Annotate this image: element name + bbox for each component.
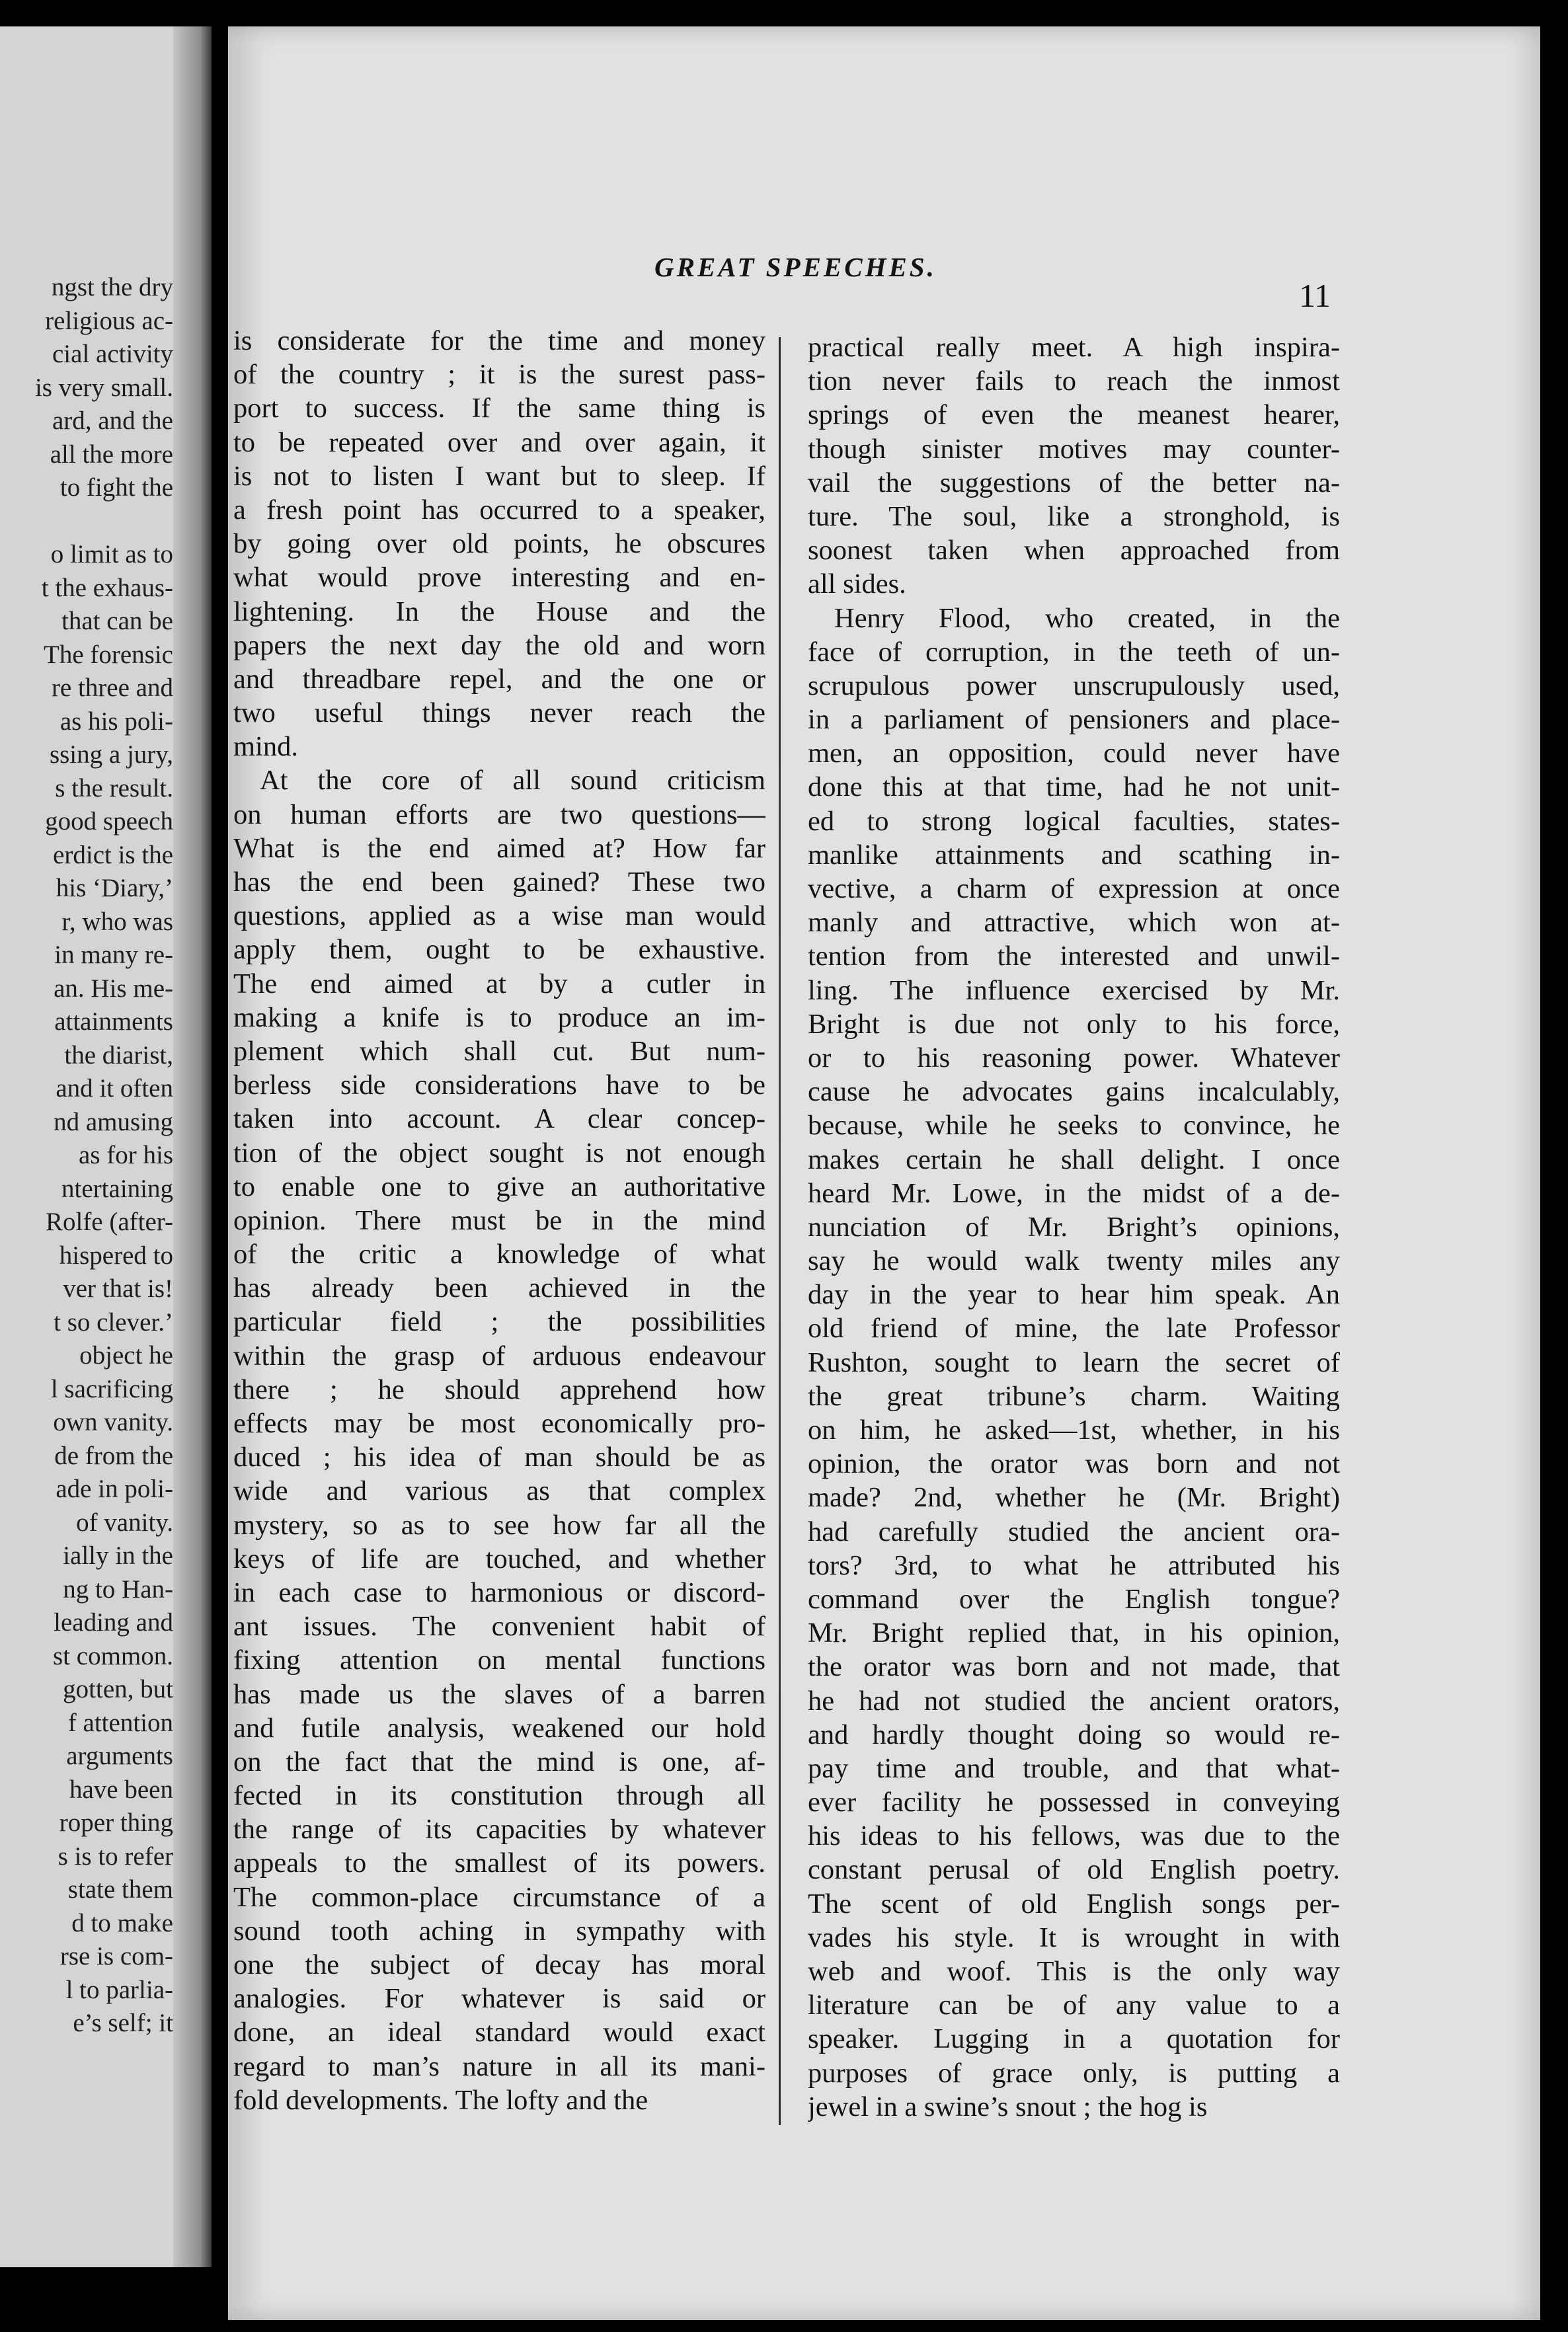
text-line: made? 2nd, whether he (Mr. Bright) — [808, 1482, 1340, 1514]
text-line: taken into account. A clear concep- — [233, 1103, 765, 1135]
text-line: an. His me- — [54, 974, 173, 1003]
text-line: papers the next day the old and worn — [233, 629, 765, 661]
text-line: or to his reasoning power. Whatever — [808, 1042, 1340, 1073]
text-line: on the fact that the mind is one, af- — [233, 1746, 765, 1777]
text-line: berless side considerations have to be — [233, 1069, 765, 1101]
text-line: st common. — [53, 1641, 173, 1670]
text-line: making a knife is to produce an im- — [233, 1001, 765, 1033]
text-line: tion of the object sought is not enough — [233, 1137, 765, 1169]
text-line: nd amusing — [54, 1107, 173, 1136]
text-line: own vanity. — [53, 1408, 173, 1436]
text-line: appeals to the smallest of its powers. — [233, 1847, 765, 1879]
text-line: have been — [69, 1775, 173, 1804]
text-line: as his poli- — [59, 707, 173, 736]
text-line: r, who was — [61, 907, 173, 936]
text-column-left — [233, 324, 765, 2117]
text-column-right — [808, 330, 1340, 2124]
text-line: though sinister motives may counter- — [808, 433, 1340, 465]
column-divider — [779, 337, 781, 2125]
text-line: regard to man’s nature in all its mani- — [233, 2050, 765, 2082]
text-line: analogies. For whatever is said or — [233, 1983, 765, 2015]
text-line: the orator was born and not made, that — [808, 1651, 1340, 1683]
text-line: and futile analysis, weakened our hold — [233, 1712, 765, 1744]
text-line: done, an ideal standard would exact — [233, 2017, 765, 2048]
text-line: constant perusal of old English poetry. — [808, 1854, 1340, 1886]
text-line: s is to refer — [58, 1842, 173, 1871]
text-line: purposes of grace only, is putting a — [808, 2057, 1340, 2089]
text-line: Bright is due not only to his force, — [808, 1008, 1340, 1040]
text-line: fixing attention on mental functions — [233, 1645, 765, 1676]
text-line: his ideas to his fellows, was due to the — [808, 1820, 1340, 1852]
text-line: and it often — [56, 1074, 173, 1103]
text-line: manly and attractive, which won at- — [808, 907, 1340, 939]
text-line: leading and — [54, 1608, 173, 1637]
text-line: mind. — [233, 731, 298, 763]
text-line: ng to Han- — [63, 1574, 173, 1604]
text-line: done this at that time, had he not unit- — [808, 771, 1340, 803]
text-line: say he would walk twenty miles any — [808, 1245, 1340, 1277]
text-line: ially in the — [63, 1541, 173, 1570]
text-line: within the grasp of arduous endeavour — [233, 1340, 765, 1372]
text-line: Rolfe (after- — [45, 1208, 173, 1236]
text-line: ngst the dry — [51, 273, 173, 301]
text-line: lightening. In the House and the — [233, 596, 765, 627]
text-line: in each case to harmonious or discord- — [233, 1576, 765, 1608]
text-line: erdict is the — [53, 840, 173, 869]
text-line: fold developments. The lofty and the — [233, 2084, 648, 2116]
text-line: he had not studied the ancient orators, — [808, 1685, 1340, 1717]
text-line: attainments — [54, 1007, 173, 1036]
text-line: has already been achieved in the — [233, 1272, 765, 1304]
text-line: roper thing — [59, 1808, 173, 1837]
text-line: arguments — [66, 1742, 173, 1770]
text-line: ever facility he possessed in conveying — [808, 1787, 1340, 1818]
text-line: l to parlia- — [65, 1975, 173, 2004]
text-line: his ‘Diary,’ — [56, 874, 173, 902]
text-line: of the country ; it is the surest pass- — [233, 359, 765, 391]
text-line: springs of even the meanest hearer, — [808, 399, 1340, 431]
text-line: jewel in a swine’s snout ; the hog is — [808, 2091, 1208, 2122]
text-line: What is the end aimed at? How far — [233, 832, 765, 864]
text-line: gotten, but — [63, 1675, 173, 1703]
text-line: there ; he should apprehend how — [233, 1374, 765, 1405]
text-line: d to make — [71, 1908, 173, 1937]
text-line: had carefully studied the ancient ora- — [808, 1516, 1340, 1547]
text-line: apply them, ought to be exhaustive. — [233, 934, 765, 966]
text-line: vective, a charm of expression at once — [808, 873, 1340, 904]
text-line: speaker. Lugging in a quotation for — [808, 2023, 1340, 2055]
text-line: mystery, so as to see how far all the — [233, 1509, 765, 1541]
text-line: wide and various as that complex — [233, 1475, 765, 1507]
text-line: plement which shall cut. But num- — [233, 1035, 765, 1067]
text-line: on him, he asked—1st, whether, in his — [808, 1415, 1340, 1446]
text-line: to fight the — [59, 473, 173, 502]
text-line: t so clever.’ — [54, 1307, 173, 1337]
text-line: sound tooth aching in sympathy with — [233, 1915, 765, 1947]
text-line: two useful things never reach the — [233, 697, 765, 729]
text-line: as for his — [79, 1141, 173, 1169]
text-line: good speech — [45, 807, 173, 836]
text-line: ssing a jury, — [49, 740, 173, 769]
text-line: has the end been gained? These two — [233, 867, 765, 898]
text-line: manlike attainments and scathing in- — [808, 839, 1340, 871]
text-line: The forensic — [44, 640, 173, 669]
text-line: keys of life are touched, and whether — [233, 1543, 765, 1574]
text-line: the range of its capacities by whatever — [233, 1814, 765, 1846]
text-line: to be repeated over and over again, it — [233, 426, 765, 458]
text-line: The common-place circumstance of a — [233, 1881, 765, 1913]
text-line: particular field ; the possibilities — [233, 1306, 765, 1338]
text-line: practical really meet. A high inspira- — [808, 332, 1340, 363]
text-line: opinion, the orator was born and not — [808, 1448, 1340, 1480]
text-line: makes certain he shall delight. I once — [808, 1144, 1340, 1175]
text-line: men, an opposition, could never have — [808, 738, 1340, 769]
text-line: face of corruption, in the teeth of un- — [808, 636, 1340, 668]
text-line: ade in poli- — [56, 1475, 173, 1503]
text-line: command over the English tongue? — [808, 1583, 1340, 1615]
text-line: ling. The influence exercised by Mr. — [808, 974, 1340, 1006]
text-line: e’s self; it — [73, 2009, 173, 2037]
text-line: Mr. Bright replied that, in his opinion, — [808, 1617, 1340, 1649]
text-line: in a parliament of pensioners and place- — [808, 704, 1340, 736]
text-line: because, while he seeks to convince, he — [808, 1110, 1340, 1142]
text-line: in many re- — [54, 941, 173, 969]
text-line: soonest taken when approached from — [808, 535, 1340, 566]
page-edge-shadow — [173, 26, 212, 2267]
text-line: what would prove interesting and en- — [233, 562, 765, 594]
text-line: a fresh point has occurred to a speaker, — [233, 494, 765, 525]
text-line: the great tribune’s charm. Waiting — [808, 1380, 1340, 1412]
text-line: all sides. — [808, 568, 906, 600]
text-line: t the exhaus- — [41, 573, 173, 602]
text-line: to enable one to give an authoritative — [233, 1171, 765, 1202]
running-title: GREAT SPEECHES. — [654, 252, 937, 282]
text-line: vail the suggestions of the better na- — [808, 467, 1340, 498]
previous-page-text — [0, 271, 173, 2040]
text-line: is not to listen I want but to sleep. If — [233, 460, 765, 492]
previous-page-fragment — [0, 26, 212, 2267]
text-line: web and woof. This is the only way — [808, 1956, 1340, 1987]
text-line: questions, applied as a wise man would — [233, 900, 765, 932]
text-line: ver that is! — [63, 1274, 173, 1303]
text-line: port to success. If the same thing is — [233, 393, 765, 424]
text-line: effects may be most economically pro- — [233, 1408, 765, 1439]
text-line: ant issues. The convenient habit of — [233, 1611, 765, 1643]
text-line: one the subject of decay has moral — [233, 1949, 765, 1980]
text-line: opinion. There must be in the mind — [233, 1204, 765, 1236]
text-line: ed to strong logical faculties, states- — [808, 805, 1340, 837]
text-line: cause he advocates gains incalculably, — [808, 1076, 1340, 1108]
text-line: The scent of old English songs per- — [808, 1888, 1340, 1920]
text-line: state them — [67, 1875, 173, 1904]
text-line: duced ; his idea of man should be as — [233, 1442, 765, 1473]
text-line: tors? 3rd, to what he attributed his — [808, 1549, 1340, 1581]
text-line: all the more — [50, 440, 173, 469]
text-line: religious ac- — [45, 306, 173, 335]
text-line: and threadbare repel, and the one or — [233, 663, 765, 695]
text-line: f attention — [67, 1708, 173, 1737]
text-line: vades his style. It is wrought in with — [808, 1922, 1340, 1953]
text-line: rse is com- — [59, 1942, 173, 1970]
text-line: hispered to — [59, 1241, 173, 1270]
text-line: pay time and trouble, and that what- — [808, 1752, 1340, 1784]
text-line: literature can be of any value to a — [808, 1990, 1340, 2021]
text-line: of vanity. — [76, 1508, 173, 1537]
text-line — [0, 505, 173, 539]
text-line: fected in its constitution through all — [233, 1780, 765, 1812]
text-line: o limit as to — [50, 540, 173, 568]
text-line: l sacrificing — [50, 1374, 173, 1403]
text-line: The end aimed at by a cutler in — [233, 968, 765, 999]
text-line: s the result. — [55, 773, 173, 802]
text-line: re three and — [51, 674, 173, 702]
text-line: object he — [79, 1341, 173, 1370]
text-line: scrupulous power unscrupulously used, — [808, 670, 1340, 701]
text-line: heard Mr. Lowe, in the midst of a de- — [808, 1177, 1340, 1209]
text-line: by going over old points, he obscures — [233, 528, 765, 560]
text-line: ard, and the — [52, 407, 173, 435]
text-line: tion never fails to reach the inmost — [808, 366, 1340, 397]
text-line: day in the year to hear him speak. An — [808, 1279, 1340, 1311]
text-line: At the core of all sound criticism — [260, 765, 765, 797]
text-line: and hardly thought doing so would re- — [808, 1719, 1340, 1750]
text-line: cial activity — [52, 340, 173, 368]
text-line: de from the — [54, 1441, 173, 1470]
text-line: tention from the interested and unwil- — [808, 941, 1340, 972]
text-line: Henry Flood, who created, in the — [834, 602, 1340, 634]
current-page — [228, 26, 1540, 2320]
text-line: Rushton, sought to learn the secret of — [808, 1346, 1340, 1378]
text-line: of the critic a knowledge of what — [233, 1239, 765, 1270]
text-line: ture. The soul, like a stronghold, is — [808, 500, 1340, 532]
text-line: on human efforts are two questions— — [233, 798, 765, 830]
text-line: is very small. — [34, 373, 173, 402]
text-line: old friend of mine, the late Professor — [808, 1313, 1340, 1344]
text-line: is considerate for the time and money — [233, 325, 765, 356]
text-line: nunciation of Mr. Bright’s opinions, — [808, 1211, 1340, 1243]
page-number: 11 — [1299, 277, 1331, 314]
text-line: has made us the slaves of a barren — [233, 1678, 765, 1710]
text-line: ntertaining — [61, 1174, 173, 1203]
text-line: the diarist, — [64, 1040, 173, 1069]
text-line: that can be — [61, 607, 173, 635]
